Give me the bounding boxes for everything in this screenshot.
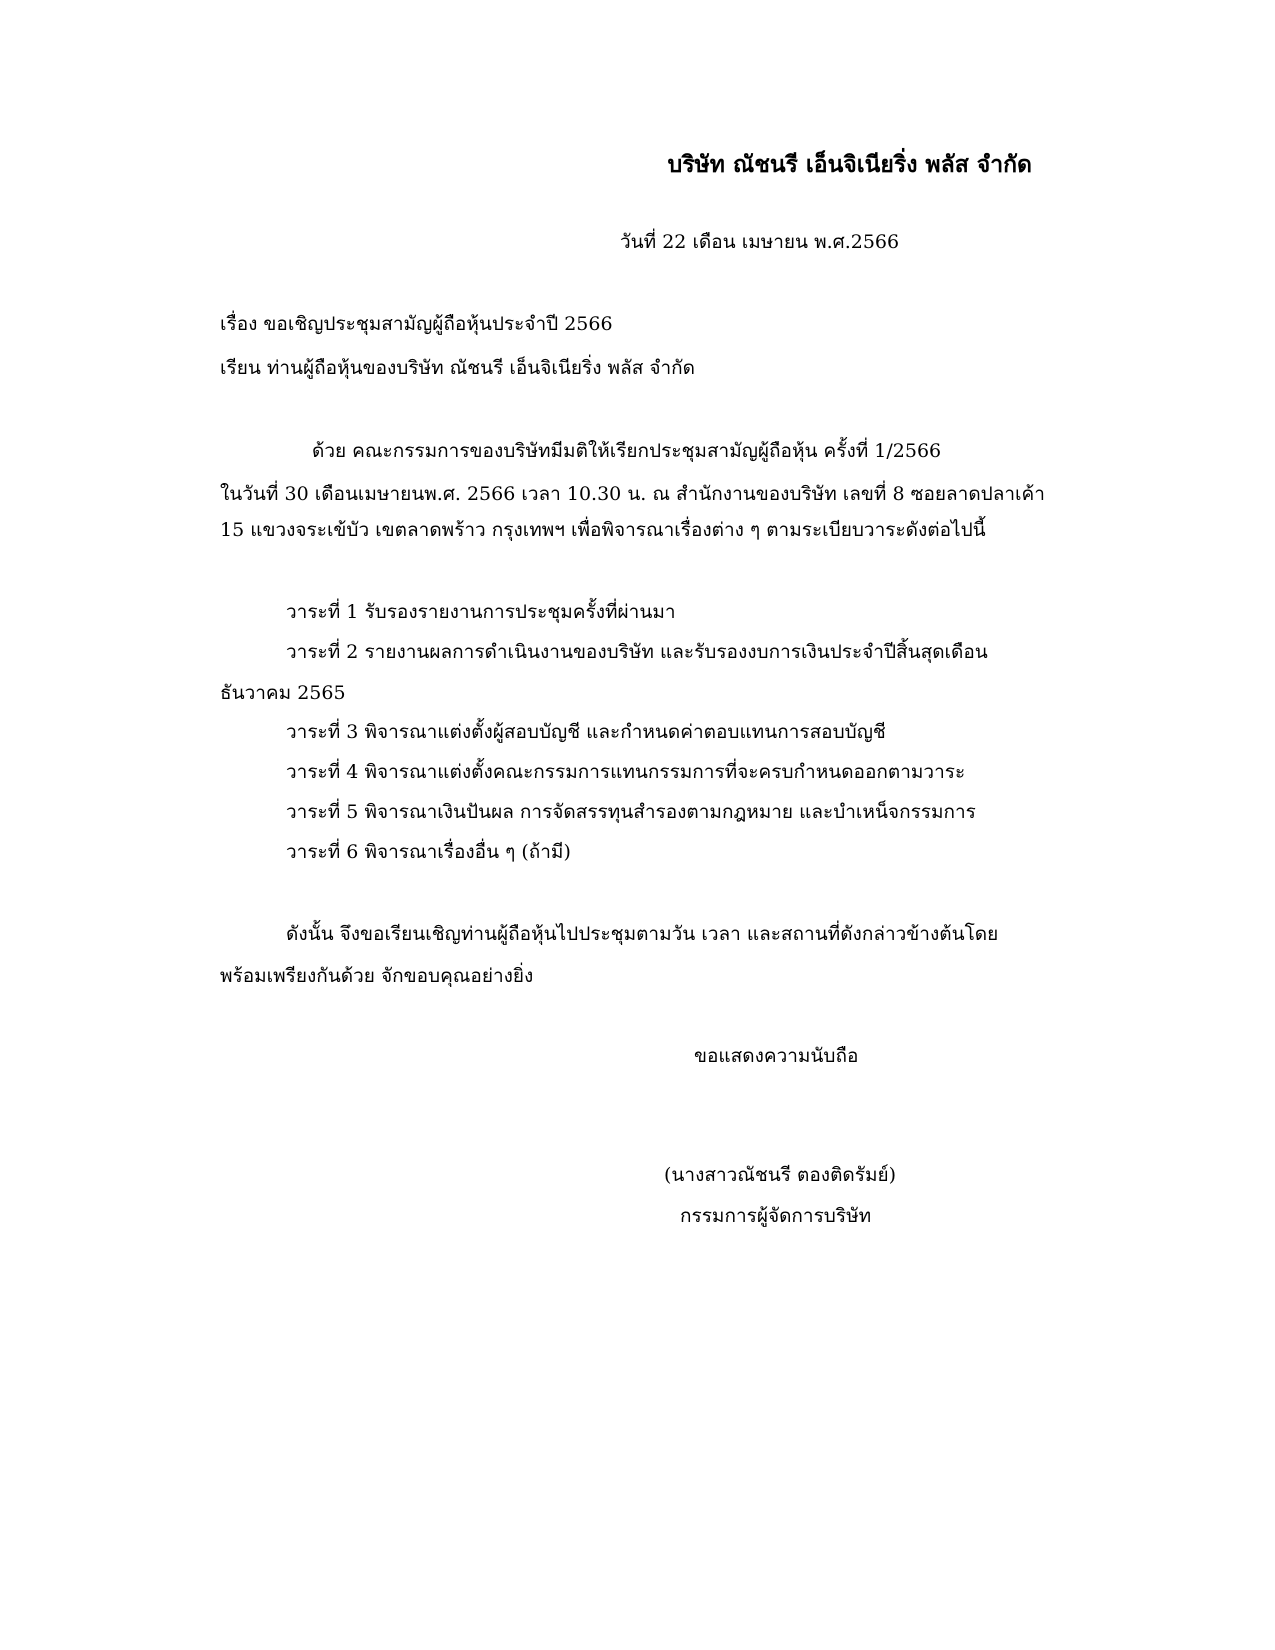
regards: ขอแสดงความนับถือ bbox=[694, 1045, 859, 1067]
closing-line-2: พร้อมเพรียงกันด้วย จักขอบคุณอย่างยิ่ง bbox=[220, 965, 534, 987]
signatory-name: (นางสาวณัชนรี ตองติดรัมย์) bbox=[664, 1164, 897, 1186]
agenda-item-2-continued: ธันวาคม 2565 bbox=[220, 682, 346, 704]
letter-subject: เรื่อง ขอเชิญประชุมสามัญผู้ถือหุ้นประจำปี 2566 bbox=[220, 313, 613, 335]
agenda-item-3: วาระที่ 3 พิจารณาแต่งตั้งผู้สอบบัญชี และกำหนดค่าตอบแทนการสอบบัญชี bbox=[286, 721, 886, 743]
body-line-3: 15 แขวงจระเข้บัว เขตลาดพร้าว กรุงเทพฯ เพื่อพิจารณาเรื่องต่าง ๆ ตามระเบียบวาระดังต่อไปนี้ bbox=[220, 519, 986, 541]
agenda-item-5: วาระที่ 5 พิจารณาเงินปันผล การจัดสรรทุนสำรองตามกฎหมาย และบำเหน็จกรรมการ bbox=[286, 801, 976, 823]
closing-line-1: ดังนั้น จึงขอเรียนเชิญท่านผู้ถือหุ้นไปประชุมตามวัน เวลา และสถานที่ดังกล่าวข้างต้นโดย bbox=[286, 923, 999, 945]
agenda-item-6: วาระที่ 6 พิจารณาเรื่องอื่น ๆ (ถ้ามี) bbox=[286, 841, 571, 863]
letter-recipient: เรียน ท่านผู้ถือหุ้นของบริษัท ณัชนรี เอ็นจิเนียริ่ง พลัส จำกัด bbox=[220, 357, 695, 379]
body-line-2: ในวันที่ 30 เดือนเมษายนพ.ศ. 2566 เวลา 10.30 น. ณ สำนักงานของบริษัท เลขที่ 8 ซอยลาดปลาเค้า bbox=[220, 483, 1045, 505]
signatory-title: กรรมการผู้จัดการบริษัท bbox=[680, 1205, 872, 1227]
agenda-item-2: วาระที่ 2 รายงานผลการดำเนินงานของบริษัท และรับรองงบการเงินประจำปีสิ้นสุดเดือน bbox=[286, 641, 988, 663]
agenda-item-1: วาระที่ 1 รับรองรายงานการประชุมครั้งที่ผ่านมา bbox=[286, 601, 676, 623]
body-line-1: ด้วย คณะกรรมการของบริษัทมีมติให้เรียกประชุมสามัญผู้ถือหุ้น ครั้งที่ 1/2566 bbox=[312, 440, 942, 462]
letter-date: วันที่ 22 เดือน เมษายน พ.ศ.2566 bbox=[620, 231, 900, 253]
company-name: บริษัท ณัชนรี เอ็นจิเนียริ่ง พลัส จำกัด bbox=[667, 151, 1032, 178]
agenda-item-4: วาระที่ 4 พิจารณาแต่งตั้งคณะกรรมการแทนกรรมการที่จะครบกำหนดออกตามวาระ bbox=[286, 761, 966, 783]
